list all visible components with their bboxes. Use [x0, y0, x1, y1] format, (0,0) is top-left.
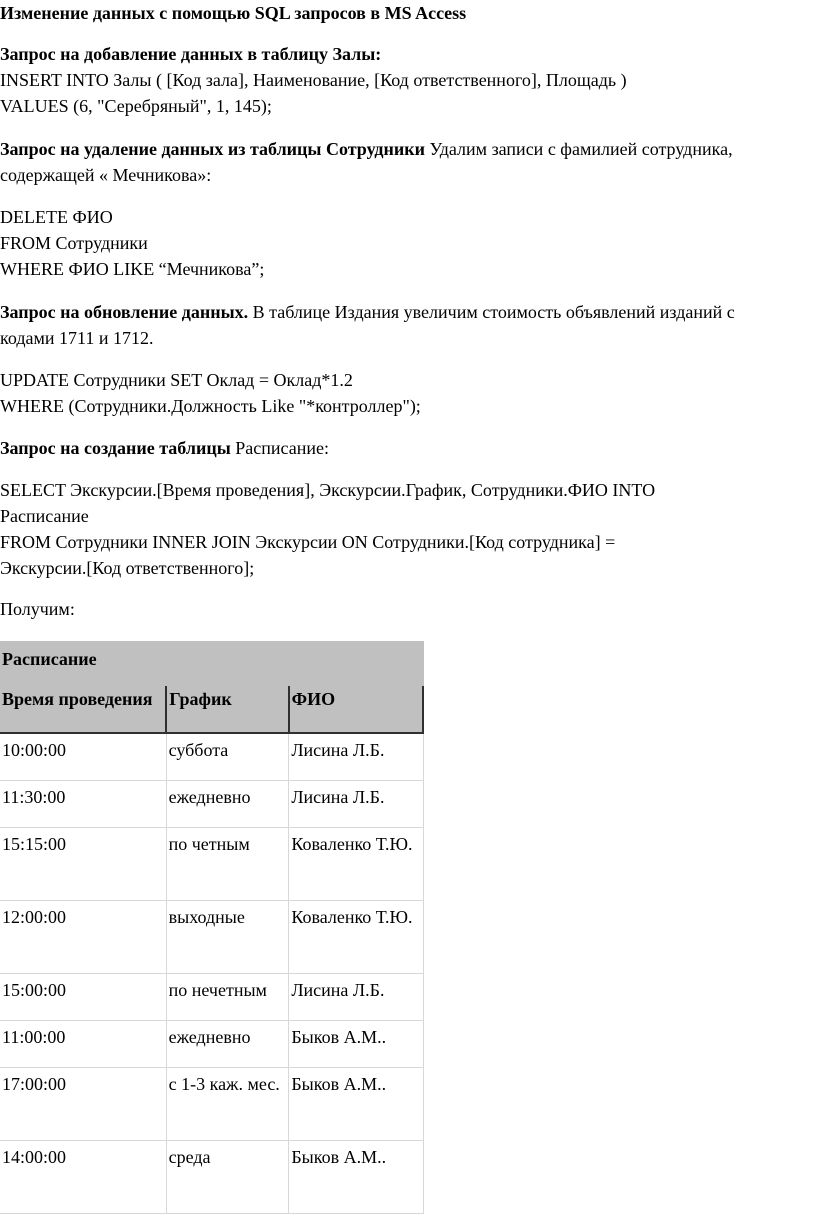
delete-section	[0, 136, 810, 188]
table-row	[0, 901, 424, 974]
cell-schedule: выходные	[166, 901, 289, 973]
cell-time: 11:00:00	[2, 1027, 66, 1047]
page-title: Изменение данных с помощью SQL запросов в MS Access	[0, 3, 467, 23]
insert-sql-line-2: VALUES (6, "Серебряный", 1, 145);	[0, 96, 272, 116]
table-row	[0, 1021, 424, 1068]
create-sql	[0, 477, 810, 581]
update-sql-line-1: UPDATE Сотрудники SET Оклад = Оклад*1.2	[0, 370, 353, 390]
cell-name: Коваленко Т.Ю.	[288, 828, 423, 900]
insert-heading: Запрос на добавление данных в таблицу Залы:	[0, 44, 382, 64]
result-label-block	[0, 596, 810, 622]
cell-time: 10:00:00	[2, 740, 67, 760]
header-name: ФИО	[288, 686, 422, 732]
delete-intro-line-1	[0, 136, 810, 162]
cell-time: 14:00:00	[2, 1147, 67, 1167]
table-row	[0, 781, 424, 828]
result-label: Получим:	[0, 599, 75, 619]
cell-time: 11:30:00	[2, 787, 66, 807]
create-text: Расписание:	[230, 438, 329, 458]
update-heading: Запрос на обновление данных.	[0, 302, 249, 322]
update-text-1: В таблице Издания увеличим стоимость объявлений изданий с	[248, 302, 735, 322]
table-row	[0, 1068, 424, 1141]
header-schedule: График	[165, 686, 287, 732]
cell-name: Коваленко Т.Ю.	[288, 901, 423, 973]
header-time: Время проведения	[2, 689, 153, 709]
cell-schedule: ежедневно	[166, 1021, 289, 1067]
cell-name: Лисина Л.Б.	[288, 781, 423, 827]
insert-sql-line-1: INSERT INTO Залы ( [Код зала], Наименование, [Код ответственного], Площадь )	[0, 70, 627, 90]
update-sql-line-2: WHERE (Сотрудники.Должность Like "*контроллер");	[0, 396, 421, 416]
update-intro-line-1	[0, 299, 810, 325]
delete-heading: Запрос на удаление данных из таблицы Сотрудники	[0, 139, 426, 159]
cell-name: Лисина Л.Б.	[288, 974, 423, 1020]
cell-time: 15:15:00	[2, 834, 67, 854]
create-section	[0, 435, 810, 461]
cell-schedule: по четным	[166, 828, 289, 900]
table-row	[0, 974, 424, 1021]
delete-text-1: Удалим записи с фамилией сотрудника,	[425, 139, 733, 159]
cell-name: Быков А.М..	[288, 1141, 423, 1213]
insert-section	[0, 41, 810, 119]
cell-schedule: среда	[166, 1141, 289, 1213]
delete-sql-line-2: FROM Сотрудники	[0, 233, 148, 253]
delete-text-2: содержащей « Мечникова»:	[0, 165, 212, 185]
cell-name: Лисина Л.Б.	[288, 734, 423, 780]
create-intro	[0, 435, 810, 461]
cell-schedule: по нечетным	[166, 974, 289, 1020]
create-sql-line-2: Расписание	[0, 506, 89, 526]
delete-sql	[0, 204, 810, 282]
create-sql-line-3: FROM Сотрудники INNER JOIN Экскурсии ON Сотрудники.[Код сотрудника] =	[0, 532, 616, 552]
table-caption: Расписание	[0, 641, 424, 686]
table-row	[0, 828, 424, 901]
create-sql-line-1: SELECT Экскурсии.[Время проведения], Экскурсии.График, Сотрудники.ФИО INTO	[0, 480, 656, 500]
update-text-2: кодами 1711 и 1712.	[0, 328, 154, 348]
update-sql	[0, 367, 810, 419]
table-row	[0, 734, 424, 781]
cell-name: Быков А.М..	[288, 1068, 423, 1140]
cell-schedule: ежедневно	[166, 781, 289, 827]
create-sql-line-4: Экскурсии.[Код ответственного];	[0, 558, 255, 578]
delete-sql-line-1: DELETE ФИО	[0, 207, 113, 227]
cell-schedule: суббота	[166, 734, 289, 780]
update-section	[0, 299, 810, 351]
schedule-table	[0, 641, 424, 1214]
cell-schedule: с 1-3 каж. мес.	[166, 1068, 289, 1140]
document-title	[0, 0, 810, 26]
cell-time: 12:00:00	[2, 907, 67, 927]
table-row	[0, 1141, 424, 1214]
create-heading: Запрос на создание таблицы	[0, 438, 231, 458]
cell-name: Быков А.М..	[288, 1021, 423, 1067]
table-header-row	[0, 686, 424, 734]
delete-sql-line-3: WHERE ФИО LIKE “Мечникова”;	[0, 259, 265, 279]
cell-time: 15:00:00	[2, 980, 67, 1000]
cell-time: 17:00:00	[2, 1074, 67, 1094]
